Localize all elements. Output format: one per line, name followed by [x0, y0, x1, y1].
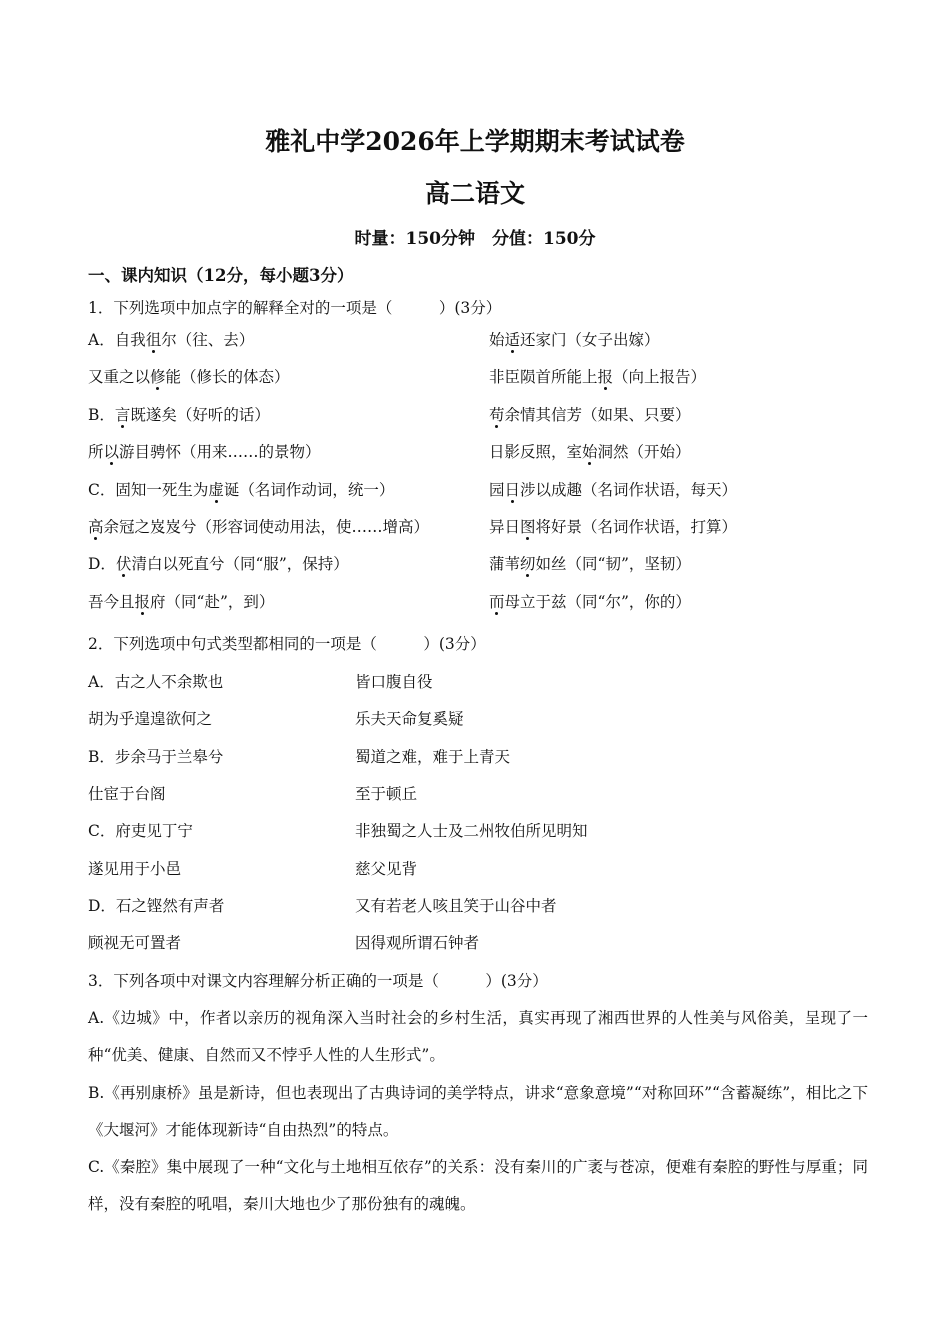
- option-text: C．固知一死生为: [88, 480, 209, 499]
- q2-option-line: 慈父见背: [355, 859, 418, 878]
- option-text: 游目骋怀（用来……的景物）: [119, 443, 321, 462]
- q2-option-line: 仕宦于台阁: [88, 784, 166, 803]
- option-text: 蒲苇: [489, 555, 521, 574]
- q1-option-line: [489, 441, 691, 463]
- option-text: 余冠之岌岌兮（形容词使动用法，使……增高）: [103, 518, 430, 536]
- option-text: 涉以成趣（名词作状语，每天）: [520, 480, 738, 499]
- q2-option-line: A．古之人不余欺也: [88, 673, 224, 691]
- q2-option-line: C．府吏见丁宁: [88, 822, 193, 841]
- question-3-option-a: A.《边城》中，作者以亲历的视角深入当时社会的乡村生活，真实再现了湘西世界的人性美与风俗美，呈现了一种“优美、健康、自然而又不悖乎人性的人生形式”。: [88, 1009, 868, 1064]
- emphasized-char: 始: [582, 443, 598, 462]
- option-text: 日影反照，室: [489, 443, 583, 462]
- emphasized-char: 报: [134, 592, 151, 611]
- option-text: 所: [88, 443, 104, 462]
- emphasized-char: 苟: [489, 405, 505, 424]
- q1-option-line: [88, 591, 274, 613]
- q2-option-line: 又有若老人咳且笑于山谷中者: [355, 896, 557, 915]
- option-text: D．: [88, 555, 116, 574]
- q1-option-line: [489, 516, 737, 538]
- q2-option-line: 胡为乎遑遑欲何之: [88, 710, 213, 729]
- emphasized-char: 以: [103, 443, 120, 462]
- question-3-option-b: B.《再别康桥》虽是新诗，但也表现出了古典诗词的美学特点，讲求“意象意境”“对称回环”“含蓄凝练”，相比之下《大堰河》才能体现新诗“自由热烈”的特点。: [88, 1084, 868, 1139]
- emphasized-char: 日: [504, 480, 521, 499]
- option-text: 又重之以: [88, 368, 151, 387]
- emphasized-char: 虚: [208, 480, 224, 499]
- q2-option-line: 蜀道之难，难于上青天: [355, 747, 511, 766]
- option-text: 如丝（同“韧”，坚韧）: [535, 555, 691, 574]
- emphasized-char: 高: [88, 518, 104, 536]
- option-text: B．: [88, 405, 115, 424]
- option-text: 吾今且: [88, 592, 135, 611]
- q1-option-line: [489, 366, 706, 388]
- option-text: 始: [489, 331, 505, 349]
- question-3-option-c: C.《秦腔》集中展现了一种“文化与土地相互依存”的关系：没有秦川的广袤与苍凉，便难有秦腔的野性与厚重；同样，没有秦腔的吼唱，秦川大地也少了那份独有的魂魄。: [88, 1158, 868, 1213]
- option-text: 府（同“赴”，到）: [150, 592, 275, 611]
- q2-option-line: 因得观所谓石钟者: [355, 934, 480, 953]
- option-text: 非臣陨首所能上: [489, 368, 598, 387]
- q2-option-line: 遂见用于小邑: [88, 859, 182, 878]
- q1-option-line: [88, 404, 270, 426]
- option-text: A．自我: [88, 331, 146, 349]
- option-text: 既遂矣（好听的话）: [130, 405, 270, 424]
- question-3-stem: 3．下列各项中对课文内容理解分析正确的一项是（ ）(3分）: [88, 972, 548, 990]
- option-text: 将好景（名词作状语，打算）: [535, 518, 738, 536]
- emphasized-char: 徂: [145, 331, 162, 349]
- q1-option-line: [88, 553, 349, 575]
- option-text: 还家门（女子出嫁）: [520, 331, 660, 349]
- option-text: 母立于兹（同“尔”，你的）: [504, 592, 691, 611]
- q2-option-line: 乐夫天命复奚疑: [355, 710, 464, 729]
- q1-option-line: [489, 404, 691, 426]
- option-text: 异日: [489, 518, 521, 536]
- q1-option-line: [88, 441, 321, 463]
- q1-option-line: [489, 479, 737, 501]
- q1-option-line: [489, 329, 660, 351]
- emphasized-char: 修: [150, 368, 166, 387]
- option-text: 尔（往、去）: [161, 331, 255, 349]
- option-text: 能（修长的体态）: [165, 368, 290, 387]
- emphasized-char: 适: [504, 331, 521, 349]
- q1-option-line: [88, 329, 254, 351]
- option-text: 园: [489, 480, 505, 499]
- option-text: （向上报告）: [613, 368, 707, 387]
- q1-option-line: [489, 553, 691, 575]
- emphasized-char: 纫: [520, 555, 536, 574]
- q1-option-line: [88, 479, 394, 501]
- emphasized-char: 图: [520, 518, 536, 536]
- option-text: 洞然（开始）: [597, 443, 691, 462]
- q1-option-line: [88, 366, 290, 388]
- q2-option-line: 皆口腹自役: [355, 673, 433, 691]
- option-text: 诞（名词作动词，统一）: [223, 480, 395, 499]
- emphasized-char: 言: [114, 405, 131, 424]
- q2-option-line: 至于顿丘: [355, 784, 418, 803]
- q2-option-line: B．步余马于兰皋兮: [88, 747, 224, 766]
- question-2-stem: 2．下列选项中句式类型都相同的一项是（ ）(3分）: [88, 635, 486, 653]
- option-text: 清白以死直兮（同“服”，保持）: [131, 555, 349, 574]
- subject-title: 高二语文: [424, 179, 525, 208]
- section-heading: 一、课内知识（12分，每小题3分）: [88, 266, 354, 285]
- q1-option-line: [489, 591, 691, 613]
- emphasized-char: 报: [597, 368, 614, 387]
- option-text: 余情其信芳（如果、只要）: [504, 405, 691, 424]
- emphasized-char: 而: [489, 592, 505, 611]
- emphasized-char: 伏: [115, 555, 132, 574]
- question-1-stem: 1．下列选项中加点字的解释全对的一项是（ ）(3分）: [88, 299, 502, 317]
- q1-option-line: [88, 516, 429, 538]
- exam-title: 雅礼中学2026年上学期期末考试试卷: [265, 127, 685, 156]
- q2-option-line: D．石之铿然有声者: [88, 896, 225, 915]
- q2-option-line: 顾视无可置者: [88, 934, 182, 953]
- exam-meta: 时量：150分钟 分值：150分: [354, 229, 596, 249]
- q2-option-line: 非独蜀之人士及二州牧伯所见明知: [355, 822, 588, 841]
